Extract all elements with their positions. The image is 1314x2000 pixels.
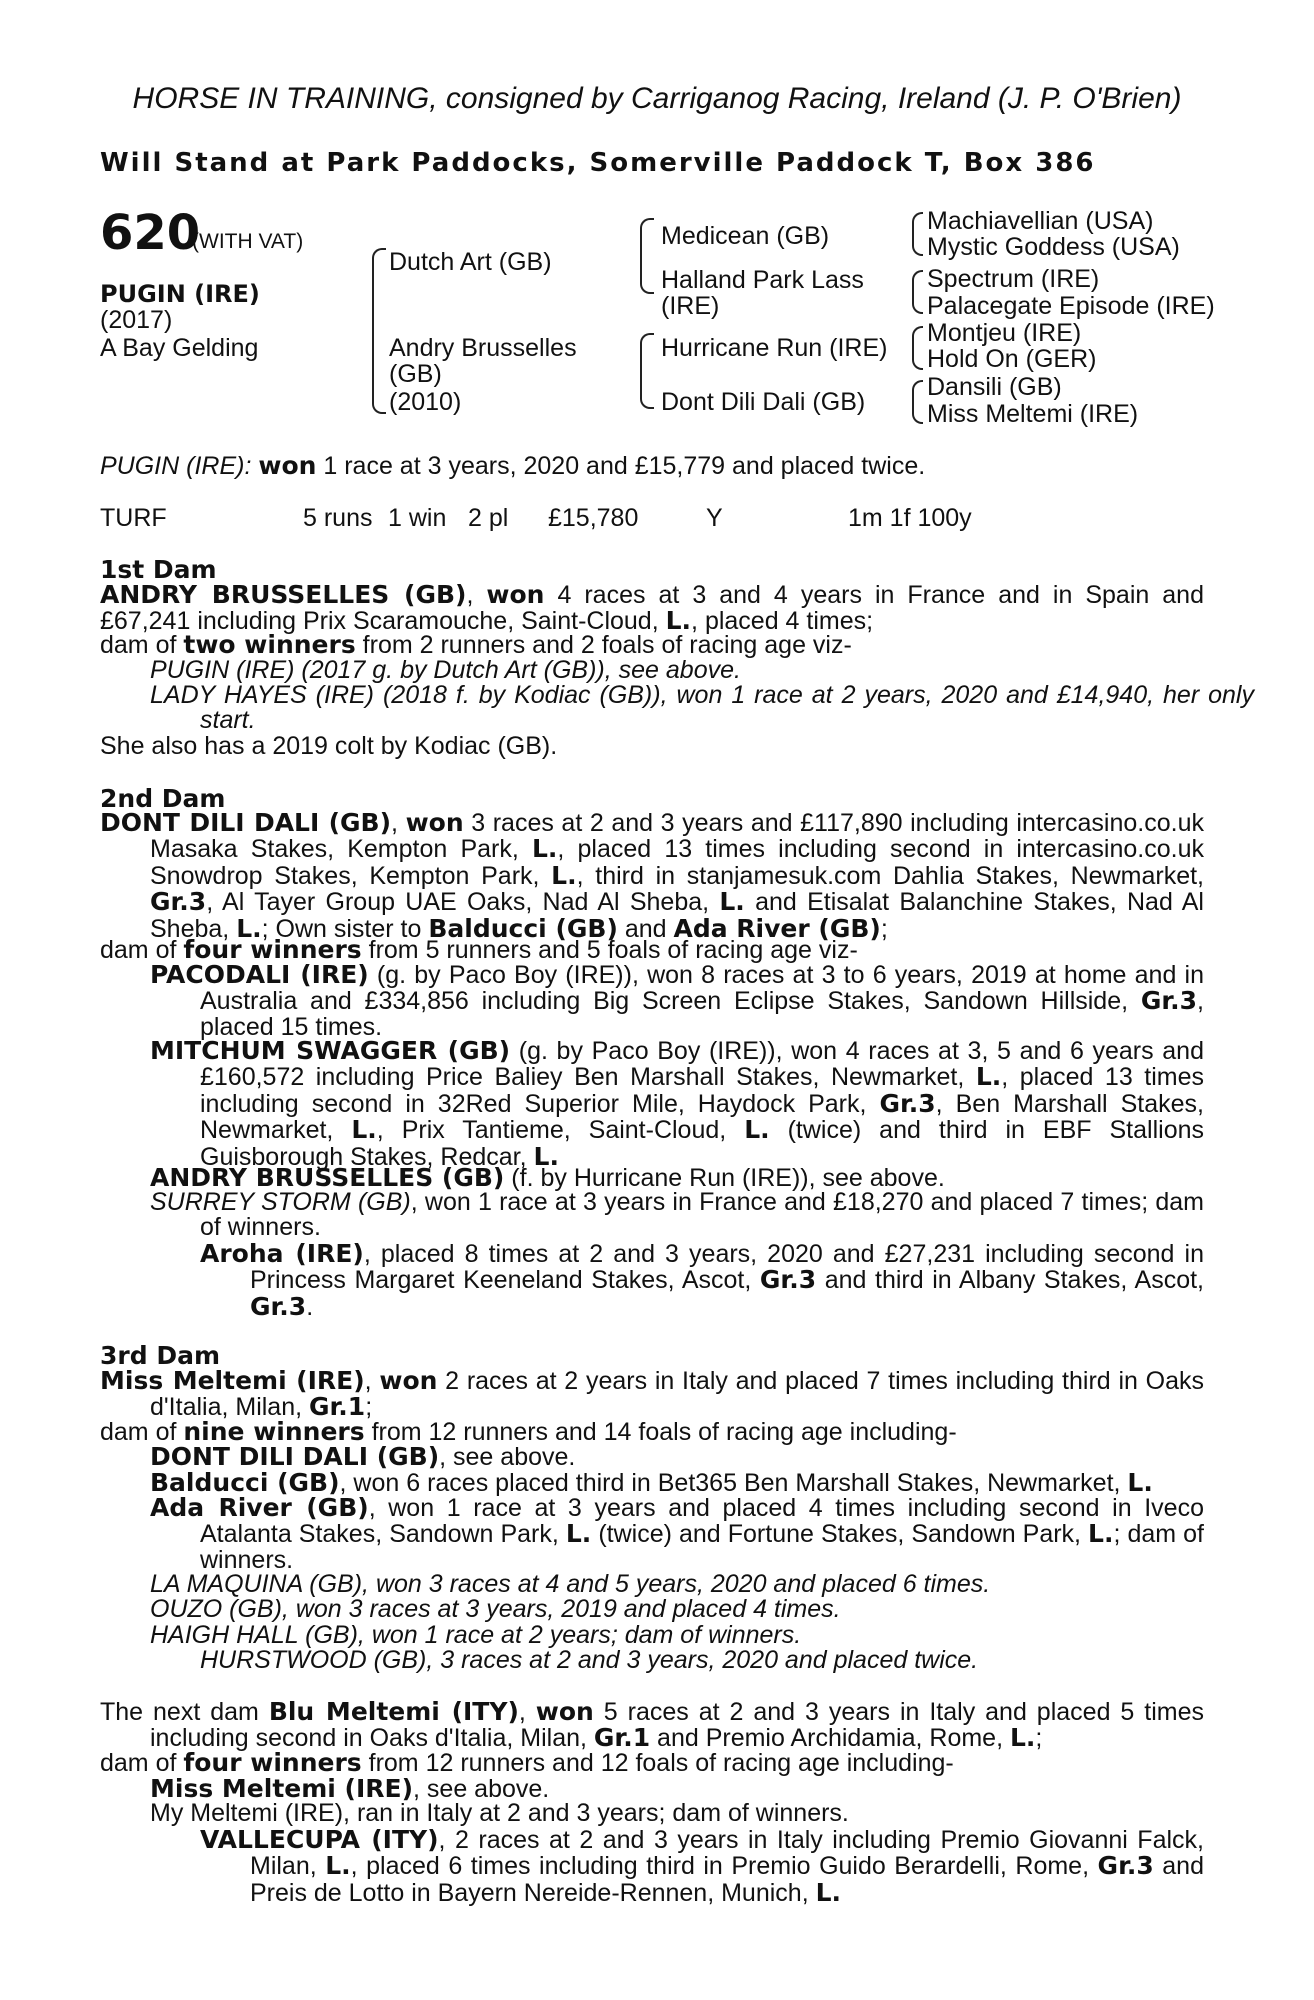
ped-dsd: Hold On (GER) (927, 345, 1097, 373)
progeny-surrey-storm (150, 1190, 1204, 1241)
grade-3: Gr.3 (1140, 986, 1198, 1016)
lot-number: 620 (100, 205, 201, 261)
horse-name: PUGIN (IRE) (100, 280, 260, 308)
sire: Dutch Art (GB) (389, 248, 552, 276)
text: (f. by Hurricane Run (IRE)), see above. (504, 1164, 945, 1192)
turf-surface: TURF (100, 504, 167, 532)
third-dam-record: Miss Meltemi (IRE), won 2 races at 2 years in Italy and placed 7 times including third in Oaks d'Italia, Milan, Gr.1; (100, 1366, 1204, 1422)
text: , Ben Marshall Stakes, Newmarket, (200, 1089, 1204, 1145)
ped-dss: Montjeu (IRE) (927, 319, 1082, 347)
text: and Premio Archidamia, Rome, (650, 1724, 1010, 1753)
brace-dam-gen2 (640, 333, 654, 409)
progeny-name: Miss Meltemi (IRE) (150, 1774, 414, 1803)
brace-gen3-d (912, 380, 923, 424)
turf-earnings: £15,780 (548, 504, 639, 532)
first-dam-text: 4 races at 3 and 4 years in France and in Spain and £67,241 including Prix Scaramouche, Saint-Cloud, (100, 581, 1204, 636)
brace-gen3-c (912, 326, 923, 370)
dam-dam: Dont Dili Dali (GB) (661, 388, 866, 416)
sibling-name: Ada River (GB) (673, 913, 881, 943)
grade-listed: L. (325, 1851, 351, 1881)
won-label: won (535, 1697, 594, 1726)
second-dam-name: DONT DILI DALI (GB) (100, 808, 392, 837)
location-line: Will Stand at Park Paddocks, Somerville Paddock T, Box 386 (100, 148, 1096, 178)
text: ; dam of winners. (200, 1520, 1204, 1574)
second-dam-record: DONT DILI DALI (GB), won 3 races at 2 and 3 years and £117,890 including intercasino.co.uk Masaka Stakes, Kempton Park, L., placed 13 times including second in intercasino.co.uk Snowdrop Stakes, Kempton Park, L., third in stanjamesuk.com Dahlia Stakes, Newmarket, Gr.3, Al Tayer Group UAE Oaks, Nad Al Sheba, L. and Etisalat Balanchine Stakes, Nad Al Sheba, L.; Own sister to Balducci (GB) and Ada River (GB); (100, 808, 1204, 943)
progeny-la-maquina: LA MAQUINA (GB), won 3 races at 4 and 5 years, 2020 and placed 6 times. (150, 1570, 991, 1598)
won-label: won (405, 808, 464, 837)
text: and Preis de Lotto in Bayern Nereide-Rennen, Munich, (250, 1852, 1204, 1907)
dam-line1: Andry Brusselles (389, 334, 577, 362)
turf-wins: 1 win (388, 504, 447, 532)
dam-sire: Hurricane Run (IRE) (661, 334, 888, 362)
dam-of-label: dam of (100, 631, 184, 659)
grade-3: Gr.3 (759, 1265, 817, 1295)
text: , won 1 race at 3 years and placed 4 times including second in Iveco Atalanta Stakes, Sandown Park, (200, 1494, 1204, 1549)
text: (twice) and third in EBF Stallions Guisborough Stakes, Redcar, (200, 1116, 1204, 1171)
grade-listed: L. (815, 1877, 842, 1907)
progeny-name: SURREY STORM (GB) (150, 1188, 411, 1216)
text: , (518, 1698, 536, 1726)
text: , won 1 race at 3 years in France and £18,270 and placed 7 times; dam of winners. (200, 1188, 1205, 1242)
dam-of-label: dam of (100, 1418, 184, 1446)
text: , see above. (439, 1443, 576, 1471)
text: ; (880, 914, 888, 943)
progeny-my-meltemi: My Meltemi (IRE), ran in Italy at 2 and 3 years; dam of winners. (150, 1799, 849, 1827)
ped-ssd: Mystic Goddess (USA) (927, 233, 1180, 261)
sire-dam-line1: Halland Park Lass (661, 266, 864, 294)
vat-note: (WITH VAT) (192, 230, 304, 253)
sire-sire: Medicean (GB) (661, 222, 830, 250)
first-dam-produce (100, 632, 852, 658)
ped-dds: Dansili (GB) (927, 373, 1062, 401)
progeny-pugin: PUGIN (IRE) (2017 g. by Dutch Art (GB)), see above. (150, 656, 741, 684)
text: . (306, 1292, 314, 1321)
text: , won 6 races placed third in Bet365 Ben Marshall Stakes, Newmarket, (339, 1469, 1128, 1497)
next-dam-produce (100, 1750, 954, 1776)
third-dam-name: Miss Meltemi (IRE) (100, 1366, 365, 1395)
winners-count: two winners (183, 630, 356, 659)
ped-ddd: Miss Meltemi (IRE) (927, 400, 1139, 428)
text: (twice) and Fortune Stakes, Sandown Park, (591, 1520, 1089, 1549)
summary-horse-name: PUGIN (IRE): (100, 452, 252, 480)
also-note: She also has a 2019 colt by Kodiac (GB). (100, 732, 558, 760)
progeny-aroha (200, 1241, 1204, 1320)
catalogue-header: HORSE IN TRAINING, consigned by Carriganog Racing, Ireland (J. P. O'Brien) (132, 82, 1182, 115)
grade-listed: L. (719, 887, 745, 917)
progeny-name: Aroha (IRE) (200, 1239, 364, 1268)
progeny-mitchum-swagger (150, 1038, 1204, 1170)
brace-gen3-b (912, 270, 923, 314)
horse-description: A Bay Gelding (100, 334, 259, 362)
text: 3 races at 2 and 3 years and £117,890 including intercasino.co.uk Masaka Stakes, Kempton Park, (150, 809, 1204, 864)
won-label: won (379, 1366, 438, 1395)
grade-1: Gr.1 (309, 1392, 366, 1422)
grade-listed: L. (1009, 1723, 1036, 1753)
winners-count: four winners (183, 935, 362, 964)
second-dam-heading: 2nd Dam (100, 784, 226, 813)
turf-placed: 2 pl (468, 504, 509, 532)
grade-listed: L. (531, 834, 558, 864)
text: , Prix Tantieme, Saint-Cloud, (376, 1116, 745, 1145)
dam-of-label: dam of (100, 1749, 184, 1777)
turf-distance: 1m 1f 100y (848, 504, 972, 532)
grade-3: Gr.3 (150, 887, 207, 917)
text: The next dam (100, 1698, 269, 1726)
winners-count: nine winners (183, 1417, 365, 1446)
ped-sdd: Palacegate Episode (IRE) (927, 292, 1215, 320)
text: , placed 6 times including third in Premio Guido Berardelli, Rome, (350, 1852, 1098, 1881)
first-dam-heading: 1st Dam (100, 555, 217, 584)
text: , third in stanjamesuk.com Dahlia Stakes, Newmarket, (576, 861, 1204, 890)
turf-runs: 5 runs (303, 504, 373, 532)
grade-listed: L. (1127, 1468, 1153, 1497)
text: (g. by Paco Boy (IRE)), won 4 races at 3, 5 and 6 years and £160,572 including Price Baliey Ben Marshall Stakes, Newmarket, (200, 1037, 1204, 1092)
won-label: won (486, 580, 545, 609)
progeny-lady-hayes (150, 683, 1254, 734)
next-dam-record (100, 1699, 1204, 1752)
text: ; (1035, 1724, 1043, 1753)
progeny-name: ANDRY BRUSSELLES (GB) (150, 1163, 505, 1192)
turf-flag: Y (706, 504, 723, 532)
dam-line3: (2010) (389, 388, 462, 416)
progeny-dont-dili-dali (150, 1444, 575, 1470)
progeny-hurstwood: HURSTWOOD (GB), 3 races at 2 and 3 years, 2020 and placed twice. (200, 1646, 979, 1674)
ped-sds: Spectrum (IRE) (927, 265, 1100, 293)
progeny-haigh-hall: HAIGH HALL (GB), won 1 race at 2 years; dam of winners. (150, 1621, 802, 1649)
summary-text: 1 race at 3 years, 2020 and £15,779 and placed twice. (316, 452, 926, 480)
text: , Al Tayer Group UAE Oaks, Nad Al Sheba, (206, 888, 720, 917)
grade-listed: L. (236, 913, 262, 943)
grade-listed: L. (533, 1141, 559, 1171)
text: and third in Albany Stakes, Ascot, (816, 1266, 1204, 1295)
grade-3: Gr.3 (1097, 1851, 1154, 1881)
dam-of-rest: from 12 runners and 14 foals of racing age including- (364, 1418, 957, 1446)
grade-listed: L. (565, 1519, 592, 1549)
progeny-ada-river (150, 1495, 1204, 1573)
progeny-lady-hayes-text: LADY HAYES (IRE) (2018 f. by Kodiac (GB)), won 1 race at 2 years, 2020 and £14,940, her only start. (150, 681, 1254, 735)
text: ; (365, 1393, 373, 1422)
progeny-name: PACODALI (IRE) (150, 960, 369, 989)
text: (g. by Paco Boy (IRE)), won 8 races at 3 to 6 years, 2019 at home and in Australia and £334,856 including Big Screen Eclipse Stakes, Sandown Hillside, (200, 961, 1204, 1016)
text: 5 races at 2 and 3 years in Italy and placed 5 times including second in Oaks d'Italia, Milan, (150, 1698, 1204, 1753)
grade-listed: L. (975, 1062, 1002, 1092)
grade-listed: L. (665, 606, 692, 636)
brace-gen3-a (912, 212, 923, 256)
text: and Etisalat Balanchine Stakes, Nad Al Sheba, (150, 888, 1204, 943)
text: , placed 15 times. (200, 987, 1204, 1041)
progeny-name: DONT DILI DALI (GB) (150, 1442, 440, 1471)
sire-dam-line2: (IRE) (661, 292, 720, 320)
race-summary (100, 453, 925, 479)
grade-listed: L. (351, 1115, 377, 1145)
progeny-name: VALLECUPA (ITY) (200, 1825, 439, 1854)
progeny-name: Balducci (GB) (150, 1468, 340, 1497)
sibling-name: Balducci (GB) (428, 913, 618, 943)
first-dam-name: ANDRY BRUSSELLES (GB) (100, 580, 467, 609)
progeny-ouzo: OUZO (GB), won 3 races at 3 years, 2019 and placed 4 times. (150, 1595, 841, 1623)
ped-sss: Machiavellian (USA) (927, 207, 1154, 235)
text: , placed 13 times including second in 32Red Superior Mile, Haydock Park, (200, 1063, 1204, 1118)
brace-sire-gen2 (640, 218, 654, 294)
grade-listed: L. (1088, 1519, 1114, 1549)
grade-3: Gr.3 (250, 1291, 307, 1321)
dam-of-label: dam of (100, 936, 184, 964)
text: , 2 races at 2 and 3 years in Italy including Premio Giovanni Falck, Milan, (250, 1826, 1204, 1881)
progeny-name: MITCHUM SWAGGER (GB) (150, 1036, 511, 1065)
dam-of-rest: from 12 runners and 12 foals of racing age including- (361, 1749, 954, 1777)
text: and (617, 914, 674, 943)
text: 2 races at 2 years in Italy and placed 7 times including third in Oaks d'Italia, Milan, (150, 1367, 1204, 1422)
brace-gen1 (372, 248, 386, 414)
winners-count: four winners (183, 1748, 362, 1777)
grade-listed: L. (551, 860, 577, 890)
text: , placed 13 times including second in intercasino.co.uk Snowdrop Stakes, Kempton Park, (150, 835, 1204, 890)
dam-of-rest: from 2 runners and 2 foals of racing age viz- (355, 631, 852, 659)
next-dam-name: Blu Meltemi (ITY) (268, 1697, 519, 1726)
progeny-pacodali (150, 962, 1204, 1040)
summary-won: won (258, 451, 317, 480)
grade-1: Gr.1 (593, 1723, 651, 1753)
foaling-year: (2017) (100, 306, 173, 334)
dam-of-rest: from 5 runners and 5 foals of racing age viz- (361, 936, 858, 964)
dam-line2: (GB) (389, 360, 442, 388)
text: , placed 8 times at 2 and 3 years, 2020 and £27,231 including second in Princess Margaret Keeneland Stakes, Ascot, (250, 1240, 1204, 1295)
third-dam-heading: 3rd Dam (100, 1341, 220, 1370)
first-dam-record: ANDRY BRUSSELLES (GB), won 4 races at 3 and 4 years in France and in Spain and £67,241 including Prix Scaramouche, Saint-Cloud, L., placed 4 times; (100, 580, 1204, 636)
grade-listed: L. (744, 1115, 770, 1145)
progeny-name: Ada River (GB) (150, 1493, 369, 1522)
text: , see above. (413, 1775, 550, 1803)
progeny-vallecupa (200, 1827, 1204, 1906)
first-dam-text-b: , placed 4 times; (691, 607, 874, 636)
text: ; Own sister to (261, 914, 429, 943)
grade-3: Gr.3 (879, 1088, 936, 1118)
